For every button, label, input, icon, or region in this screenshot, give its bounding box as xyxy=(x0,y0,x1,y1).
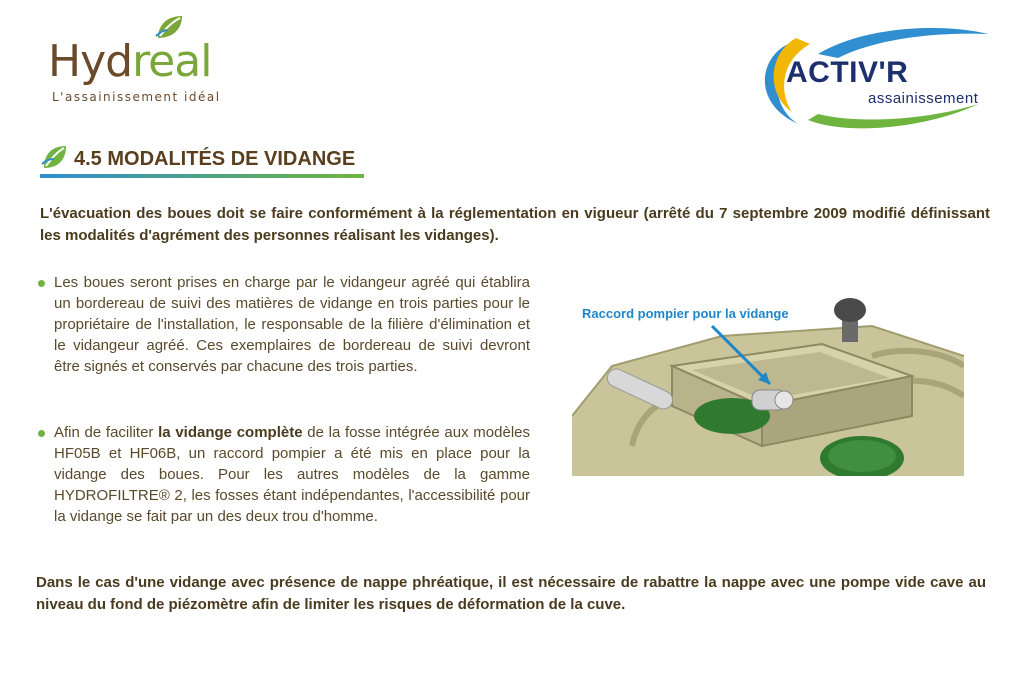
bullet-text-bold: la vidange complète xyxy=(158,424,303,441)
hydreal-brand xyxy=(48,36,211,87)
activr-brand: ACTIV'R xyxy=(786,56,909,89)
activr-subtitle: assainissement xyxy=(868,90,979,107)
activr-logo xyxy=(748,24,998,134)
tank-illustration xyxy=(572,296,964,476)
title-underline xyxy=(40,174,364,178)
bullet-text xyxy=(54,422,530,527)
intro-paragraph: L'évacuation des boues doit se faire conformément à la réglementation en vigueur (arrêté du 7 septembre 2009 modifié définissant les modalités d'agrément des personnes réalisant les vidanges). xyxy=(40,205,990,244)
hydreal-brand-part2: real xyxy=(132,36,212,87)
hydreal-brand-part1: Hyd xyxy=(48,36,133,87)
bullet-dot xyxy=(38,430,45,437)
list-item xyxy=(38,422,530,527)
section-header xyxy=(40,140,364,180)
bullet-dot xyxy=(38,280,45,287)
hydreal-tagline: L'assainissement idéal xyxy=(52,90,221,104)
bullet-text-start: Afin de faciliter xyxy=(54,424,159,441)
closing-paragraph: Dans le cas d'une vidange avec présence de nappe phréatique, il est nécessaire de rabattre la nappe avec une pompe vide cave au niveau du fond de piézomètre afin de limiter les risques de déformation de la cuve. xyxy=(36,574,986,613)
hydreal-logo xyxy=(48,14,238,106)
leaf-icon xyxy=(40,144,68,170)
bullet-text: Les boues seront prises en charge par le vidangeur agréé qui établira un bordereau de suivi des matières de vidange en trois parties pour le propriétaire de l'installation, le responsable de la filière d'élimination et le vidangeur agréé. Ces exemplaires de bordereau de suivi devront être signés et conservés par chacune des trois parties. xyxy=(54,274,530,375)
section-title: 4.5 MODALITÉS DE VIDANGE xyxy=(74,148,356,170)
bullet-text-end: de la fosse intégrée aux modèles HF05B et HF06B, un raccord pompier a été mis en place pour la vidange des boues. Pour les autres modèles de la gamme HYDROFILTRE® 2, les fosses étant indépendantes, l'accessibilité pour la vidange se fait par un des deux trou d'homme. xyxy=(54,424,531,525)
list-item xyxy=(38,272,530,377)
illustration-label: Raccord pompier pour la vidange xyxy=(582,306,789,321)
